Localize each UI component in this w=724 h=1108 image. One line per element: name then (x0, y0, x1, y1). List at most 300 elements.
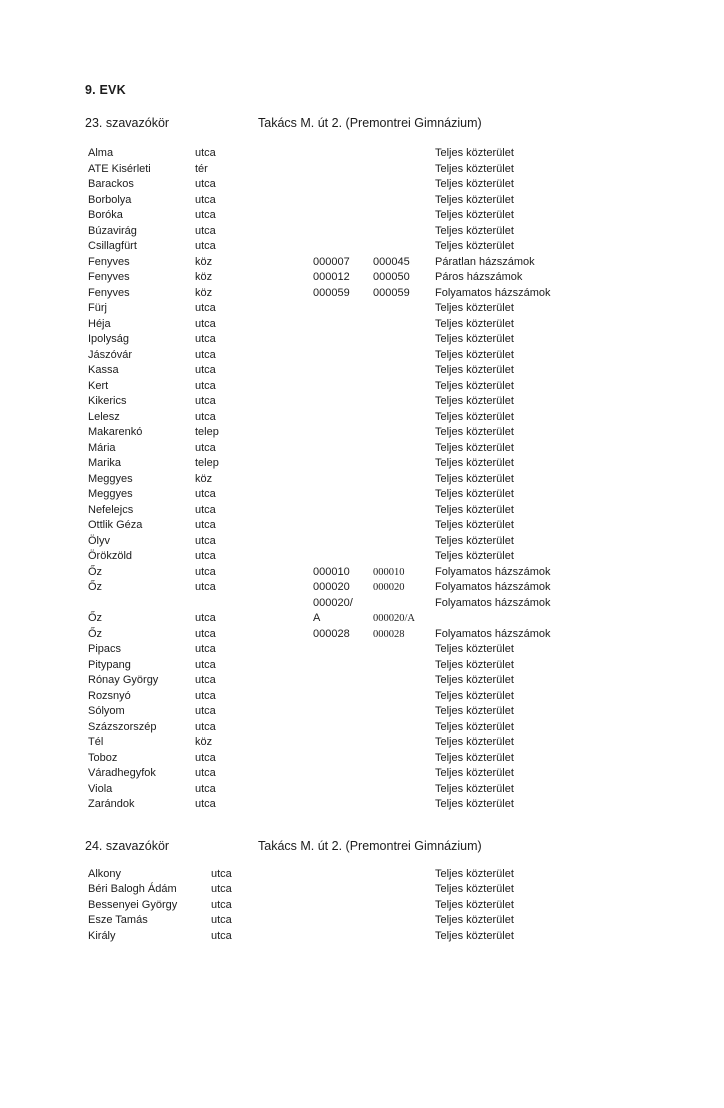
house-number-from (313, 472, 373, 488)
house-number-from (313, 410, 373, 426)
street-name: Esze Tamás (88, 914, 148, 926)
street-type: utca (195, 379, 216, 392)
street-name: Boróka (88, 209, 123, 221)
house-number-to (373, 867, 435, 883)
house-number-to (373, 518, 435, 534)
house-number-from (313, 658, 373, 674)
sections-container (0, 116, 724, 944)
polling-place-label: Takács M. út 2. (Premontrei Gimnázium) (258, 838, 482, 853)
street-row (88, 503, 708, 519)
house-number-to (373, 929, 435, 945)
area-description: Teljes közterület (435, 224, 514, 237)
house-number-from (313, 720, 373, 736)
house-number-to: 000045 (373, 255, 410, 268)
street-type: utca (195, 612, 216, 624)
street-name: Őz (88, 627, 103, 640)
area-description: Teljes közterület (435, 209, 514, 221)
street-type: utca (195, 534, 216, 547)
house-number-to (373, 441, 435, 457)
area-description: Teljes közterület (435, 302, 514, 314)
house-number-to (373, 913, 435, 929)
street-row (88, 286, 708, 302)
street-name: Borbolya (88, 193, 132, 206)
area-description: Teljes közterület (435, 782, 514, 795)
street-row (88, 146, 708, 162)
street-type: utca (195, 147, 216, 159)
area-description: Teljes közterület (435, 147, 514, 159)
polling-place-label: Takács M. út 2. (Premontrei Gimnázium) (258, 116, 482, 130)
street-row (88, 658, 708, 674)
district-number-label: 23. szavazókör (85, 116, 170, 130)
street-row (88, 882, 708, 898)
area-description: Teljes közterület (435, 441, 514, 454)
street-row (88, 487, 708, 503)
street-type: utca (195, 720, 216, 733)
street-type: utca (195, 503, 216, 516)
street-name: Csillagfürt (88, 240, 137, 252)
house-number-to (373, 689, 435, 705)
voting-district-section (0, 839, 724, 945)
street-type: utca (195, 627, 216, 640)
house-number-to (373, 642, 435, 658)
house-number-from (313, 503, 373, 519)
street-type: utca (195, 224, 216, 237)
house-number-from (313, 704, 373, 720)
house-number-from (313, 441, 373, 457)
street-type: utca (195, 565, 216, 578)
house-number-from (313, 735, 373, 751)
house-number-to (373, 317, 435, 333)
document-page (0, 84, 724, 944)
street-row (88, 751, 708, 767)
house-number-from (313, 549, 373, 565)
street-name: Barackos (88, 178, 134, 190)
street-row (88, 441, 708, 457)
street-name: Nefelejcs (88, 503, 134, 516)
street-type: utca (195, 519, 216, 531)
street-name: Fenyves (88, 255, 130, 268)
street-row (88, 363, 708, 379)
house-number-from (313, 224, 373, 240)
area-description (435, 611, 708, 627)
street-type: utca (195, 364, 216, 376)
area-description: Páratlan házszámok (435, 255, 535, 268)
street-type: utca (195, 348, 216, 361)
street-name: Kert (88, 379, 109, 392)
area-description: Teljes közterület (435, 364, 514, 376)
street-name: ATE Kisérleti (88, 162, 151, 175)
area-description: Teljes közterület (435, 643, 514, 655)
house-number-to (373, 782, 435, 798)
street-name: Király (88, 929, 116, 942)
house-number-to (373, 332, 435, 348)
street-row (88, 208, 708, 224)
street-type: utca (195, 410, 216, 423)
street-row (88, 782, 708, 798)
area-description: Teljes közterület (435, 798, 514, 810)
street-type: telep (195, 426, 219, 438)
area-description: Teljes közterület (435, 534, 514, 547)
street-type: köz (195, 255, 213, 268)
street-type: utca (195, 240, 216, 252)
area-description: Teljes közterület (435, 658, 514, 671)
house-number-to (373, 146, 435, 162)
street-row (88, 898, 708, 914)
house-number-from (313, 193, 373, 209)
street-name: Ölyv (88, 534, 110, 547)
street-row (88, 270, 708, 286)
area-description: Páros házszámok (435, 271, 523, 283)
house-number-from (313, 162, 373, 178)
section-header (85, 116, 724, 130)
street-name: Makarenkó (88, 426, 143, 438)
house-number-to (373, 596, 435, 612)
street-name: Rónay György (88, 674, 159, 686)
street-type: utca (195, 302, 216, 314)
street-type: köz (195, 271, 213, 283)
street-name: Kikerics (88, 395, 127, 407)
street-type: utca (195, 782, 216, 795)
street-name: Kassa (88, 364, 119, 376)
house-number-to (373, 193, 435, 209)
street-type: utca (195, 643, 216, 655)
street-type: utca (211, 898, 232, 911)
street-name: Meggyes (88, 472, 133, 485)
house-number-from (313, 913, 373, 929)
house-number-from (313, 534, 373, 550)
street-row (88, 549, 708, 565)
house-number-from (313, 425, 373, 441)
area-description: Teljes közterület (435, 240, 514, 252)
street-row (88, 867, 708, 883)
area-description: Teljes közterület (435, 379, 514, 392)
street-row (88, 596, 708, 612)
area-description: Folyamatos házszámok (435, 596, 551, 609)
house-number-from (313, 882, 373, 898)
street-name: Őz (88, 612, 103, 624)
house-number-from (313, 208, 373, 224)
street-type: utca (195, 193, 216, 206)
area-description: Teljes közterület (435, 929, 514, 942)
street-name: Fürj (88, 302, 107, 314)
area-description: Teljes közterület (435, 767, 514, 779)
street-type: utca (211, 914, 232, 926)
street-row (88, 565, 708, 581)
street-row (88, 425, 708, 441)
area-description: Teljes közterület (435, 720, 514, 733)
street-row (88, 348, 708, 364)
street-row (88, 193, 708, 209)
street-row (88, 673, 708, 689)
street-name: Százszorszép (88, 720, 157, 733)
street-name: Meggyes (88, 488, 133, 500)
house-number-from (313, 301, 373, 317)
street-row (88, 611, 708, 627)
street-name: Ottlik Géza (88, 519, 143, 531)
area-description: Teljes közterület (435, 193, 514, 206)
house-number-from: 000010 (313, 565, 350, 578)
area-description: Folyamatos házszámok (435, 286, 551, 299)
house-number-to (373, 751, 435, 767)
house-number-to (373, 363, 435, 379)
street-row (88, 224, 708, 240)
voting-district-section (0, 116, 724, 813)
area-description: Teljes közterület (435, 395, 514, 407)
street-type: utca (195, 751, 216, 764)
street-type: utca (195, 488, 216, 500)
street-name: Örökzöld (88, 550, 133, 562)
street-type: köz (195, 472, 213, 485)
area-description: Teljes közterület (435, 736, 514, 748)
street-row (88, 534, 708, 550)
street-type: köz (195, 736, 213, 748)
house-number-from (313, 487, 373, 503)
house-number-to (373, 766, 435, 782)
house-number-to (373, 472, 435, 488)
street-type: utca (195, 658, 216, 671)
street-row (88, 239, 708, 255)
area-description: Folyamatos házszámok (435, 565, 551, 578)
house-number-to (373, 301, 435, 317)
street-type: utca (195, 767, 216, 779)
area-description: Folyamatos házszámok (435, 627, 551, 640)
house-number-from (313, 177, 373, 193)
house-number-from: 000020 (313, 581, 350, 593)
street-name: Őz (88, 565, 103, 578)
house-number-from (313, 797, 373, 813)
street-type: utca (195, 581, 216, 593)
house-number-from (313, 146, 373, 162)
house-number-from: 000059 (313, 286, 350, 299)
house-number-from (313, 929, 373, 945)
street-name: Ipolyság (88, 333, 129, 345)
street-type: utca (211, 867, 232, 880)
house-number-from (313, 348, 373, 364)
street-type: utca (195, 209, 216, 221)
house-number-to (373, 735, 435, 751)
street-name: Mária (88, 441, 116, 454)
street-name: Héja (88, 317, 111, 330)
street-type: utca (211, 883, 232, 895)
area-description: Teljes közterület (435, 705, 514, 717)
street-row (88, 797, 708, 813)
street-row (88, 518, 708, 534)
street-type: tér (195, 162, 208, 175)
house-number-from: 000012 (313, 271, 350, 283)
area-description: Teljes közterület (435, 472, 514, 485)
house-number-from (313, 751, 373, 767)
street-type (195, 596, 313, 612)
street-name: Bessenyei György (88, 898, 178, 911)
house-number-to: 000050 (373, 271, 410, 283)
house-number-from (313, 642, 373, 658)
street-name: Béri Balogh Ádám (88, 883, 177, 895)
area-description: Teljes közterület (435, 914, 514, 926)
house-number-from (313, 363, 373, 379)
area-description: Folyamatos házszámok (435, 581, 551, 593)
house-number-from (313, 456, 373, 472)
house-number-to (373, 797, 435, 813)
house-number-to (373, 503, 435, 519)
house-number-to: 000020 (373, 582, 405, 593)
street-name: Pitypang (88, 658, 131, 671)
street-type: utca (195, 550, 216, 562)
street-name: Jászóvár (88, 348, 133, 361)
house-number-from (313, 518, 373, 534)
area-description: Teljes közterület (435, 488, 514, 500)
street-name: Váradhegyfok (88, 767, 156, 779)
house-number-to (373, 208, 435, 224)
house-number-to (373, 534, 435, 550)
area-description: Teljes közterület (435, 457, 514, 469)
house-number-to: 000020/A (373, 613, 415, 624)
area-description: Teljes közterület (435, 162, 514, 175)
area-description: Teljes közterület (435, 348, 514, 361)
house-number-from (313, 394, 373, 410)
street-name: Fenyves (88, 271, 130, 283)
street-row (88, 177, 708, 193)
house-number-to (373, 177, 435, 193)
area-description: Teljes közterület (435, 898, 514, 911)
street-row (88, 456, 708, 472)
street-name: Tél (88, 736, 104, 748)
street-name: Búzavirág (88, 224, 137, 237)
house-number-to: 000028 (373, 628, 405, 640)
house-number-to (373, 162, 435, 178)
street-row (88, 394, 708, 410)
house-number-to (373, 425, 435, 441)
street-row (88, 255, 708, 271)
house-number-to (373, 239, 435, 255)
street-type: utca (195, 178, 216, 190)
street-type: utca (195, 441, 216, 454)
street-row (88, 720, 708, 736)
page-title: 9. EVK (85, 83, 126, 97)
street-row (88, 332, 708, 348)
area-description: Teljes közterület (435, 519, 514, 531)
house-number-to: 000010 (373, 566, 405, 578)
street-row (88, 913, 708, 929)
street-type: utca (195, 705, 216, 717)
house-number-from (313, 867, 373, 883)
house-number-from (313, 898, 373, 914)
street-type: utca (195, 395, 216, 407)
street-row (88, 642, 708, 658)
house-number-to: 000059 (373, 286, 410, 299)
street-row (88, 580, 708, 596)
house-number-from: A (313, 612, 321, 624)
street-name: Alma (88, 147, 114, 159)
street-type: köz (195, 286, 213, 299)
street-row (88, 410, 708, 426)
street-type: utca (195, 798, 216, 810)
district-number-label: 24. szavazókör (85, 838, 170, 853)
house-number-to (373, 658, 435, 674)
house-number-to (373, 410, 435, 426)
street-type: utca (195, 317, 216, 330)
house-number-to (373, 487, 435, 503)
house-number-from (313, 317, 373, 333)
area-description: Teljes közterület (435, 883, 514, 895)
street-row (88, 301, 708, 317)
street-type: utca (211, 929, 232, 942)
street-name: Lelesz (88, 410, 120, 423)
street-name: Pipacs (88, 643, 122, 655)
street-type: telep (195, 457, 219, 469)
house-number-from: 000020/ (313, 596, 353, 609)
street-type: utca (195, 674, 216, 686)
area-description: Teljes közterület (435, 550, 514, 562)
street-row (88, 766, 708, 782)
street-row (88, 162, 708, 178)
house-number-from (313, 332, 373, 348)
area-description: Teljes közterület (435, 751, 514, 764)
street-name: Fenyves (88, 286, 130, 299)
house-number-to (373, 348, 435, 364)
street-name: Marika (88, 457, 122, 469)
street-row (88, 704, 708, 720)
street-table (88, 867, 708, 945)
house-number-to (373, 898, 435, 914)
street-row (88, 689, 708, 705)
house-number-to (373, 394, 435, 410)
area-description: Teljes közterület (435, 333, 514, 345)
street-name: Toboz (88, 751, 118, 764)
house-number-to (373, 704, 435, 720)
street-name: Zarándok (88, 798, 135, 810)
street-row (88, 735, 708, 751)
street-name: Viola (88, 782, 113, 795)
area-description: Teljes közterület (435, 689, 514, 702)
street-table (88, 146, 708, 813)
street-row (88, 929, 708, 945)
house-number-from (313, 782, 373, 798)
street-row (88, 379, 708, 395)
street-type: utca (195, 333, 216, 345)
house-number-to (373, 882, 435, 898)
street-row (88, 627, 708, 643)
street-name: Sólyom (88, 705, 125, 717)
house-number-from: 000028 (313, 627, 350, 640)
house-number-from (313, 239, 373, 255)
house-number-to (373, 224, 435, 240)
street-name: Őz (88, 581, 103, 593)
area-description: Teljes közterület (435, 867, 514, 880)
street-name: Alkony (88, 867, 122, 880)
street-name (88, 596, 195, 612)
area-description: Teljes közterület (435, 410, 514, 423)
street-type: utca (195, 689, 216, 702)
street-name: Rozsnyó (88, 689, 131, 702)
house-number-to (373, 720, 435, 736)
house-number-from (313, 673, 373, 689)
area-description: Teljes közterület (435, 317, 514, 330)
house-number-from (313, 766, 373, 782)
house-number-to (373, 549, 435, 565)
house-number-to (373, 379, 435, 395)
house-number-from (313, 689, 373, 705)
street-row (88, 472, 708, 488)
house-number-to (373, 456, 435, 472)
area-description: Teljes közterület (435, 426, 514, 438)
area-description: Teljes közterület (435, 503, 514, 516)
house-number-from: 000007 (313, 255, 350, 268)
house-number-to (373, 673, 435, 689)
section-header (85, 839, 724, 853)
house-number-from (313, 379, 373, 395)
area-description: Teljes közterület (435, 674, 514, 686)
street-row (88, 317, 708, 333)
